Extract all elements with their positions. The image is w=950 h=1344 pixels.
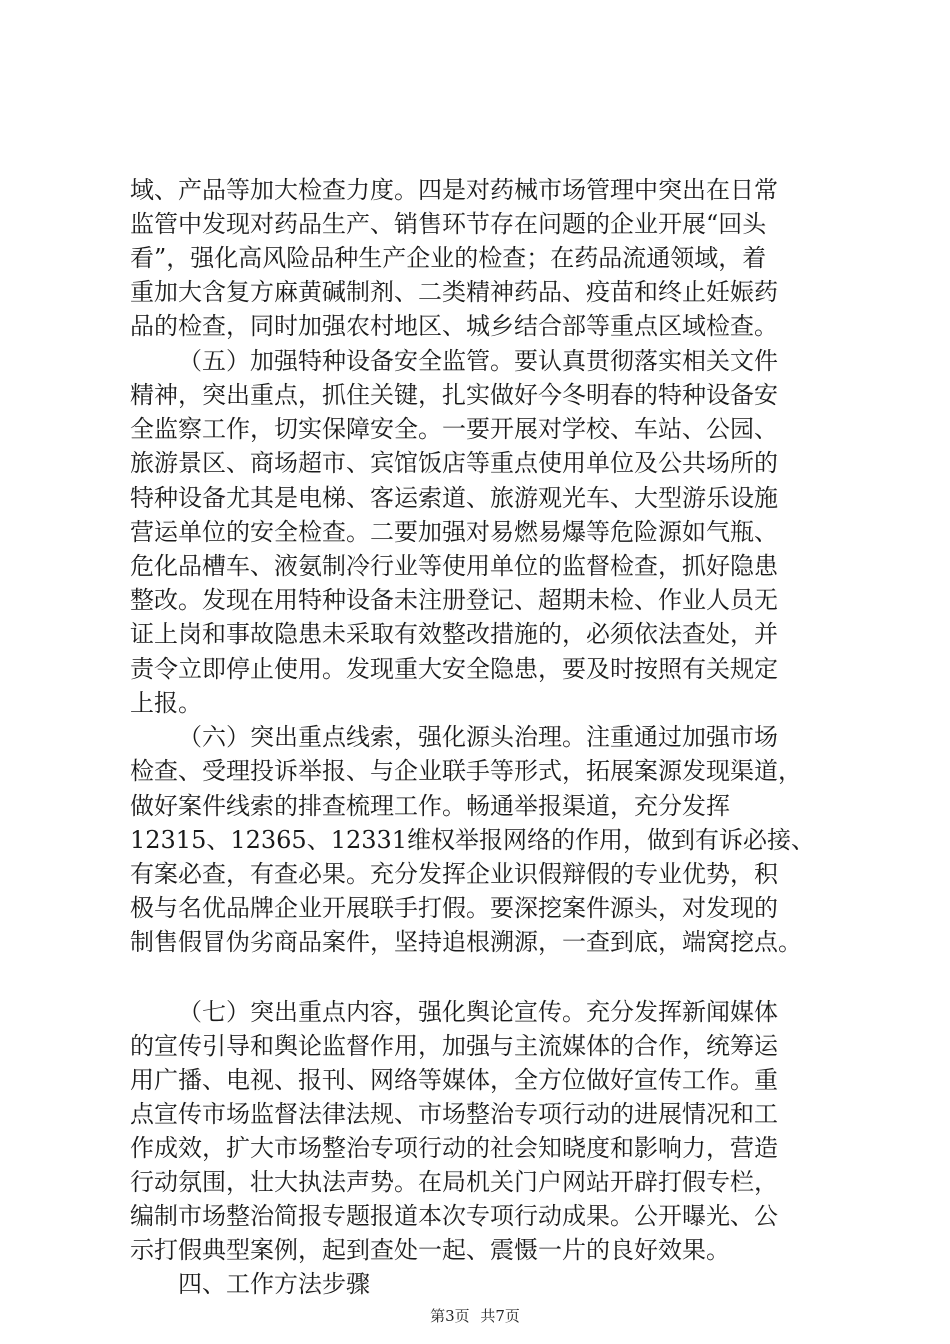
section-heading-5: （五）加强特种设备安全监管。要认真贯彻落实相关文件: [178, 347, 778, 375]
page-footer: [0, 1306, 950, 1326]
body-text-line: 有案必查，有查必果。充分发挥企业识假辩假的专业优势，积: [130, 860, 778, 888]
body-text-line: 证上岗和事故隐患未采取有效整改措施的，必须依法查处，并: [130, 620, 778, 648]
body-text-line: 旅游景区、商场超市、宾馆饭店等重点使用单位及公共场所的: [130, 449, 778, 477]
body-text-line: 示打假典型案例，起到查处一起、震慑一片的良好效果。: [130, 1236, 730, 1264]
page-number: 第3页: [430, 1307, 470, 1325]
body-text-line: 监管中发现对药品生产、销售环节存在问题的企业开展“回头: [130, 210, 767, 238]
page-total: 共7页: [480, 1307, 520, 1325]
body-text-line: 危化品槽车、液氨制冷行业等使用单位的监督检查，抓好隐患: [130, 552, 778, 580]
body-text-line: 看”，强化高风险品种生产企业的检查；在药品流通领域，着: [130, 244, 767, 272]
section-heading-7: （七）突出重点内容，强化舆论宣传。充分发挥新闻媒体: [178, 998, 778, 1026]
body-text-line: 作成效，扩大市场整治专项行动的社会知晓度和影响力，营造: [130, 1134, 778, 1162]
body-text-line: 域、产品等加大检查力度。四是对药械市场管理中突出在日常: [130, 176, 778, 204]
body-text-line: 营运单位的安全检查。二要加强对易燃易爆等危险源如气瓶、: [130, 518, 778, 546]
section-heading-4: 四、工作方法步骤: [178, 1270, 370, 1298]
body-text-line: 品的检查，同时加强农村地区、城乡结合部等重点区域检查。: [130, 312, 778, 340]
body-text-line: 全监察工作，切实保障安全。一要开展对学校、车站、公园、: [130, 415, 778, 443]
body-text-line: 点宣传市场监督法律法规、市场整治专项行动的进展情况和工: [130, 1100, 778, 1128]
body-text-line: 行动氛围，壮大执法声势。在局机关门户网站开辟打假专栏，: [130, 1168, 778, 1196]
body-text-line: 制售假冒伪劣商品案件，坚持追根溯源，一查到底，端窝挖点。: [130, 928, 802, 956]
body-text-line: 特种设备尤其是电梯、客运索道、旅游观光车、大型游乐设施: [130, 484, 778, 512]
section-heading-6: （六）突出重点线索，强化源头治理。注重通过加强市场: [178, 723, 778, 751]
body-text-line: 编制市场整治简报专题报道本次专项行动成果。公开曝光、公: [130, 1202, 778, 1230]
body-text-line: 的宣传引导和舆论监督作用，加强与主流媒体的合作，统筹运: [130, 1032, 778, 1060]
body-text-line: 责令立即停止使用。发现重大安全隐患，要及时按照有关规定: [130, 655, 778, 683]
body-text-line: 上报。: [130, 689, 202, 717]
body-text-line: 检查、受理投诉举报、与企业联手等形式，拓展案源发现渠道，: [130, 757, 802, 785]
body-text-line: 重加大含复方麻黄碱制剂、二类精神药品、疫苗和终止妊娠药: [130, 278, 778, 306]
body-text-line: 12315、12365、12331维权举报网络的作用，做到有诉必接、: [130, 826, 816, 854]
body-text-line: 极与名优品牌企业开展联手打假。要深挖案件源头，对发现的: [130, 894, 778, 922]
body-text-line: 做好案件线索的排查梳理工作。畅通举报渠道，充分发挥: [130, 792, 730, 820]
body-text-line: 用广播、电视、报刊、网络等媒体，全方位做好宣传工作。重: [130, 1066, 778, 1094]
body-text-line: 整改。发现在用特种设备未注册登记、超期未检、作业人员无: [130, 586, 778, 614]
body-text-line: 精神，突出重点，抓住关键，扎实做好今冬明春的特种设备安: [130, 381, 778, 409]
